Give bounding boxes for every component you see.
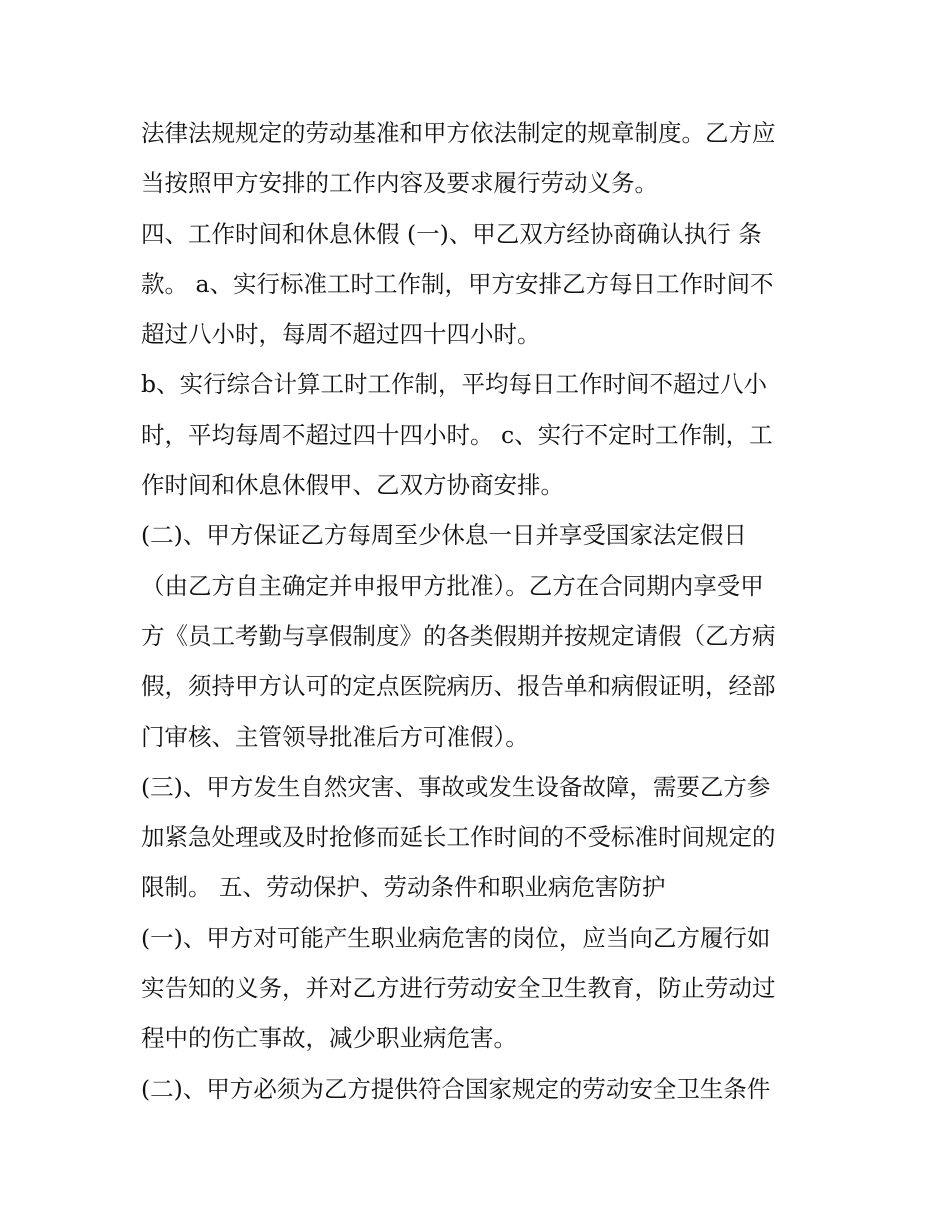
section-heading-line: 限制。 五、劳动保护、劳动条件和职业病危害防护 <box>141 873 666 902</box>
text-line: 方《员工考勤与享假制度》的各类假期并按规定请假（乙方病 <box>141 621 776 650</box>
text-line: (二)、甲方必须为乙方提供符合国家规定的劳动安全卫生条件 <box>141 1074 771 1103</box>
text-line: 假，须持甲方认可的定点医院病历、报告单和病假证明，经部 <box>141 672 776 701</box>
text-line: 实告知的义务，并对乙方进行劳动安全卫生教育，防止劳动过 <box>141 974 776 1003</box>
contract-text-body <box>141 108 821 1114</box>
text-line: b、实行综合计算工时工作制，平均每日工作时间不超过八小 <box>141 370 768 399</box>
section-heading-line: 四、工作时间和休息休假 (一)、甲乙双方经协商确认执行 条 <box>141 219 762 248</box>
text-line: 程中的伤亡事故，减少职业病危害。 <box>141 1024 517 1053</box>
text-line: 超过八小时，每周不超过四十四小时。 <box>141 320 541 349</box>
text-line: 门审核、主管领导批准后方可准假）。 <box>141 722 529 751</box>
text-line: 当按照甲方安排的工作内容及要求履行劳动义务。 <box>141 169 658 198</box>
text-line: 加紧急处理或及时抢修而延长工作时间的不受标准时间规定的 <box>141 823 776 852</box>
text-line: 款。 a、实行标准工时工作制，甲方安排乙方每日工作时间不 <box>141 269 774 298</box>
text-line: (三)、甲方发生自然灾害、事故或发生设备故障，需要乙方参 <box>141 772 771 801</box>
text-line: 作时间和休息休假甲、乙双方协商安排。 <box>141 471 564 500</box>
text-line: 时，平均每周不超过四十四小时。 c、实行不定时工作制，工 <box>141 420 773 449</box>
text-line: (一)、甲方对可能产生职业病危害的岗位，应当向乙方履行如 <box>141 923 771 952</box>
text-line: （由乙方自主确定并申报甲方批准）。乙方在合同期内享受甲 <box>141 571 764 600</box>
text-line: 法律法规规定的劳动基准和甲方依法制定的规章制度。乙方应 <box>141 119 776 147</box>
text-line: (二)、甲方保证乙方每周至少休息一日并享受国家法定假日 <box>141 521 747 550</box>
